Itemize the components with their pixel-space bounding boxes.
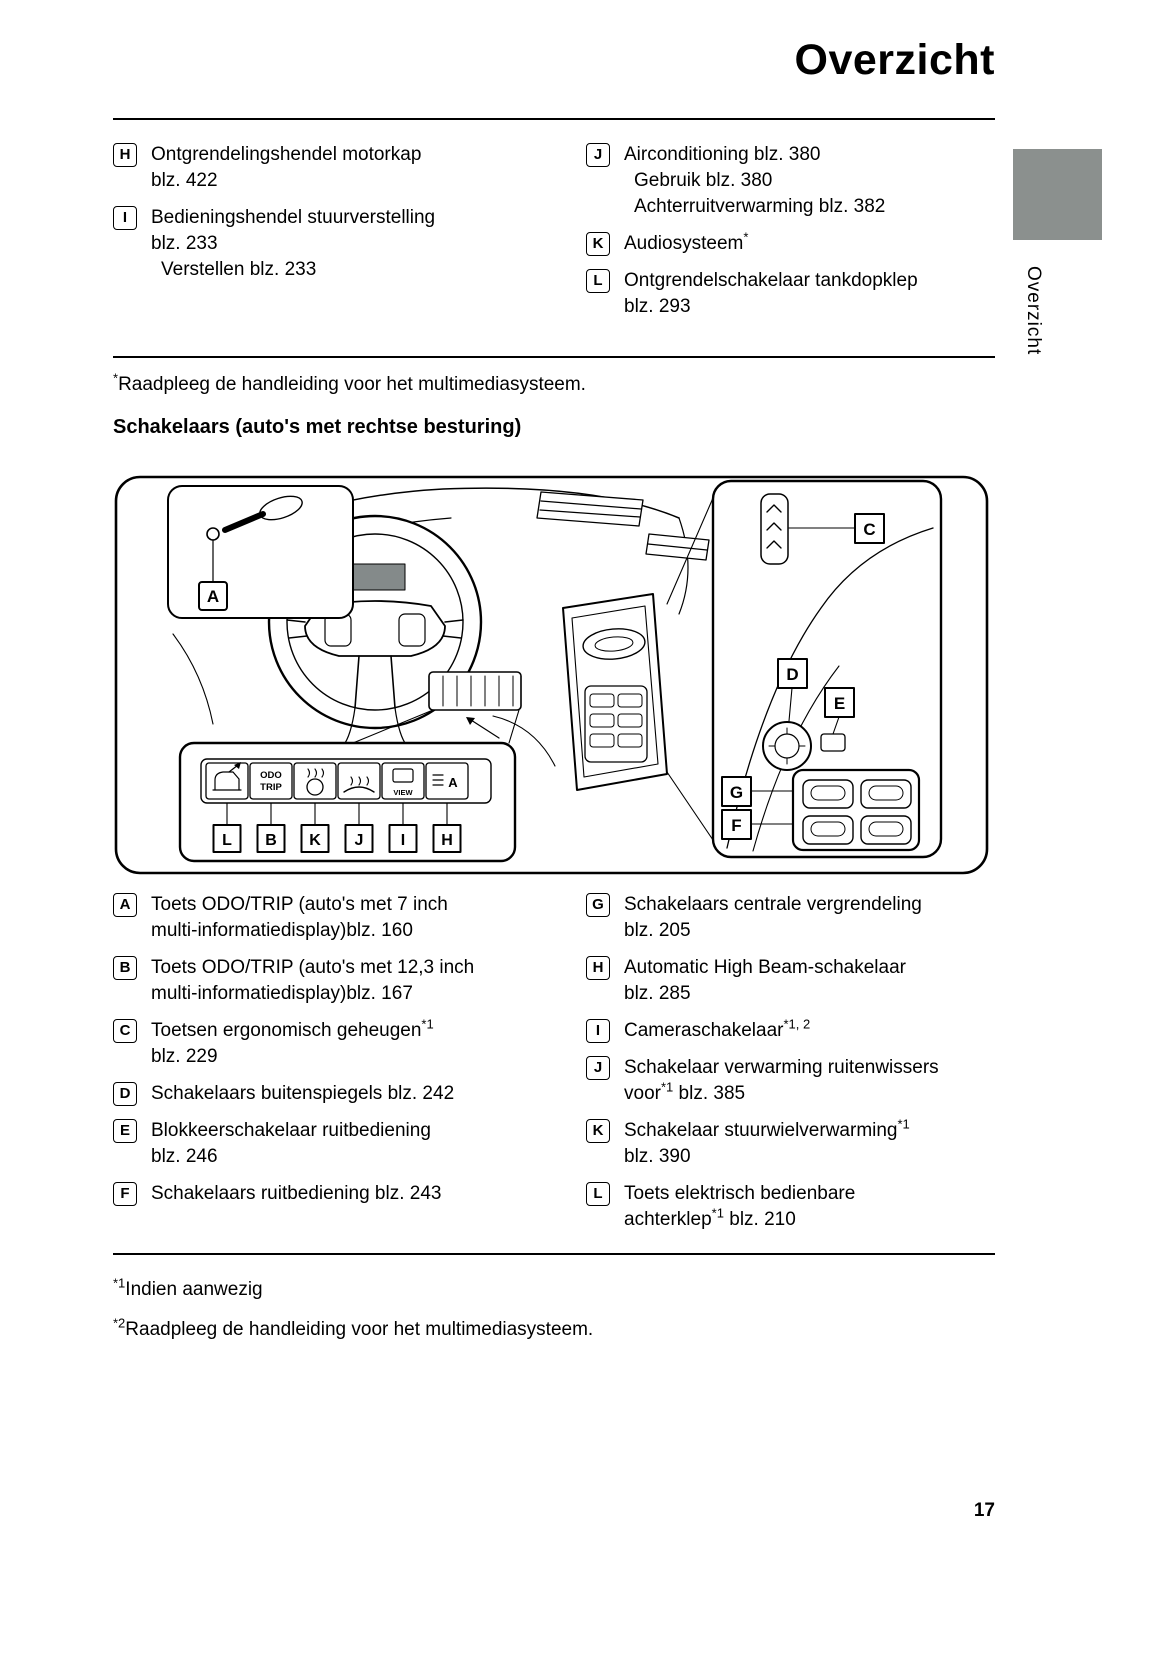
item-text [624,1118,1016,1170]
key-box: H [586,956,610,980]
legend-item-l [586,268,1011,320]
item-line [151,205,578,231]
text-segment: Schakelaar stuurwielverwarming [624,1120,898,1141]
item-line [624,918,1016,944]
item-text [624,955,1016,1007]
legend-item-e [113,1118,578,1170]
text-segment: Toets elektrisch bedienbare [624,1183,856,1204]
item-line [151,955,578,981]
text-segment: blz. 246 [151,1146,218,1167]
item-line [624,1055,1016,1081]
window-lock-switch [821,734,845,751]
legend-item-f [113,1181,578,1207]
item-line [151,981,578,1007]
window-switches [793,770,919,850]
item-text [624,1055,1016,1107]
text-segment: Toets ODO/TRIP (auto's met 7 inch [151,894,448,915]
superscript-note: *1 [897,1116,910,1132]
legend-item-j [586,1055,1016,1107]
text-segment: Raadpleeg de handleiding voor het multimediasysteem. [118,374,586,395]
item-text [624,1181,1016,1233]
item-text [151,1018,578,1070]
superscript-note: *1, 2 [783,1016,811,1032]
item-line [634,194,1011,220]
button-label-b: B [265,832,277,849]
callout-letter-d: D [786,665,799,684]
item-line [624,268,1011,294]
item-line [624,231,1011,257]
item-text [151,1181,578,1207]
legend-item-k [586,1118,1016,1170]
item-line [624,1081,1016,1107]
item-line [151,231,578,257]
button-label-i: I [400,832,406,849]
item-text [151,1118,578,1170]
text-segment: blz. 205 [624,920,691,941]
text-segment: Verstellen blz. 233 [161,259,317,280]
text-segment: Raadpleeg de handleiding voor het multimediasysteem. [125,1319,594,1340]
callout-letter-g: G [729,783,744,802]
legend-item-g [586,892,1016,944]
footnote-2 [113,1317,593,1343]
superscript-note: *1 [711,1205,724,1221]
legend-item-h [113,142,578,194]
text-segment: Automatic High Beam-schakelaar [624,957,906,978]
text-segment: Indien aanwezig [125,1279,263,1300]
key-box: A [113,893,137,917]
superscript-note: *1 [660,1079,674,1095]
button-label-j: J [354,832,364,849]
text-segment: Audiosysteem [624,233,744,254]
callout-letter-e: E [833,694,846,713]
instrument-display [349,564,405,590]
superscript-note: * [113,370,119,386]
section-heading: Schakelaars (auto's met rechtse besturing) [113,416,522,438]
svg-text:ODO: ODO [260,770,282,781]
superscript-note: *2 [113,1315,126,1331]
item-text [151,1081,578,1107]
item-line [624,1018,1016,1044]
legend-item-j [586,142,1011,220]
title-rule [113,118,995,120]
item-text [151,892,578,944]
item-line [151,168,578,194]
item-text [624,142,1011,220]
legend-item-l [586,1181,1016,1233]
superscript-note: *1 [113,1275,126,1291]
item-text [151,205,578,283]
key-box: K [586,1119,610,1143]
legend-item-k [586,231,1011,257]
superscript-note: *1 [421,1016,434,1032]
item-line [151,1018,578,1044]
key-box: D [113,1082,137,1106]
legend-item-d [113,1081,578,1107]
legend-item-i [586,1018,1016,1044]
footnote-rule [113,1253,995,1255]
legend-item-h [586,955,1016,1007]
item-line [624,955,1016,981]
footnote-multimedia [113,372,586,398]
text-segment: blz. 385 [673,1083,746,1104]
bottom-legend-right [586,892,1016,1244]
callout-letter-a: A [206,587,220,606]
legend-item-i [113,205,578,283]
text-segment: voor [624,1083,661,1104]
key-box: I [586,1019,610,1043]
text-segment: Schakelaars buitenspiegels blz. 242 [151,1083,455,1104]
item-line [624,1181,1016,1207]
door-switch-inset [713,481,941,857]
key-box: J [586,143,610,167]
footnote-1 [113,1277,263,1303]
tilt-lever-inset [168,486,353,618]
key-box: B [113,956,137,980]
text-segment: blz. 233 [151,233,218,254]
text-segment: Airconditioning blz. 380 [624,144,821,165]
text-segment: Achterruitverwarming blz. 382 [634,196,886,217]
key-box: G [586,893,610,917]
item-line [151,1044,578,1070]
key-box: H [113,143,137,167]
text-segment: Cameraschakelaar [624,1020,784,1041]
item-line [634,168,1011,194]
text-segment: Toets ODO/TRIP (auto's met 12,3 inch [151,957,475,978]
item-text [151,955,578,1007]
item-line [151,892,578,918]
text-segment: Toetsen ergonomisch geheugen [151,1020,422,1041]
callout-letter-c: C [863,520,876,539]
item-text [624,231,1011,257]
text-segment: achterklep [624,1209,712,1230]
superscript-note: * [743,229,749,245]
mirror-adjust-knob [763,722,811,770]
item-text [624,1018,1016,1044]
callout-letter-f: F [731,816,742,835]
seat-memory-switch [761,494,788,564]
key-box: J [586,1056,610,1080]
text-segment: Schakelaar verwarming ruitenwissers [624,1057,939,1078]
text-segment: blz. 229 [151,1046,218,1067]
key-box: L [586,1182,610,1206]
page-number: 17 [973,1500,995,1521]
text-segment: blz. 210 [723,1209,796,1230]
text-segment: multi-informatiedisplay)blz. 160 [151,920,413,941]
section-rule [113,356,995,358]
chapter-tab [1013,149,1102,240]
top-legend-right [586,142,1011,331]
svg-text:TRIP: TRIP [260,782,282,793]
text-segment: Ontgrendelingshendel motorkap [151,144,422,165]
chapter-tab-label: Overzicht [1023,266,1044,356]
top-legend-left [113,142,578,294]
key-box: C [113,1019,137,1043]
key-box: I [113,206,137,230]
item-line [151,1118,578,1144]
svg-text:VIEW: VIEW [393,788,413,797]
button-label-k: K [309,832,321,849]
text-segment: Schakelaars ruitbediening blz. 243 [151,1183,442,1204]
text-segment: Schakelaars centrale vergrendeling [624,894,922,915]
key-box: K [586,232,610,256]
text-segment: Bedieningshendel stuurverstelling [151,207,436,228]
item-line [624,294,1011,320]
item-line [151,918,578,944]
text-segment: blz. 293 [624,296,691,317]
dashboard-figure [113,474,990,876]
legend-item-a [113,892,578,944]
item-line [151,142,578,168]
legend-item-c [113,1018,578,1070]
key-box: E [113,1119,137,1143]
item-line [151,1081,578,1107]
item-line [624,1118,1016,1144]
page-title: Overzicht [794,36,995,84]
item-line [624,981,1016,1007]
bottom-legend-left [113,892,578,1218]
item-line [624,1207,1016,1233]
item-line [624,892,1016,918]
item-text [624,892,1016,944]
text-segment: blz. 285 [624,983,691,1004]
key-box: F [113,1182,137,1206]
text-segment: multi-informatiedisplay)blz. 167 [151,983,413,1004]
item-line [151,1144,578,1170]
text-segment: Ontgrendelschakelaar tankdopklep [624,270,918,291]
text-segment: blz. 390 [624,1146,691,1167]
button-label-l: L [222,832,232,849]
item-text [151,142,578,194]
item-line [151,1181,578,1207]
item-text [624,268,1011,320]
legend-item-b [113,955,578,1007]
text-segment: blz. 422 [151,170,218,191]
item-line [624,1144,1016,1170]
button-label-h: H [441,832,453,849]
text-segment: Gebruik blz. 380 [634,170,773,191]
text-segment: Blokkeerschakelaar ruitbediening [151,1120,431,1141]
item-line [161,257,578,283]
item-line [624,142,1011,168]
svg-text:A: A [448,775,458,790]
key-box: L [586,269,610,293]
